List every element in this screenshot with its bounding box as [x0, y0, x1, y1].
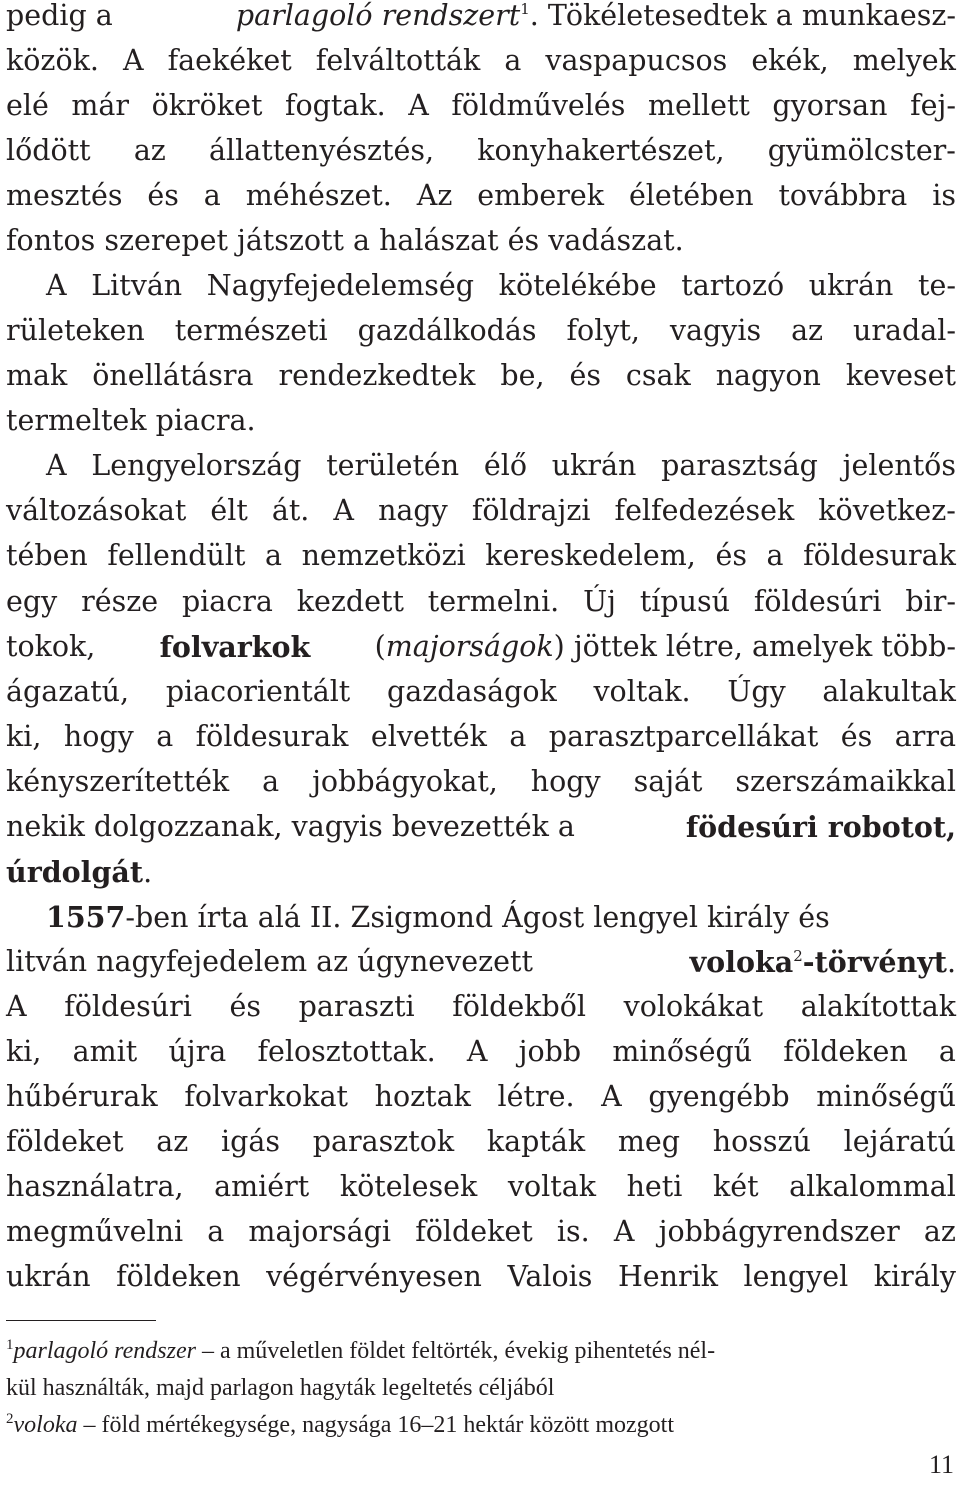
- word: tében: [6, 539, 88, 572]
- bold-term: födesúri robotot,: [685, 810, 956, 844]
- word: A: [333, 494, 355, 527]
- text-line: [46, 900, 956, 934]
- text-line: [6, 2, 956, 31]
- word: lődött: [6, 134, 91, 167]
- word: A: [466, 1035, 488, 1068]
- text-line: [6, 675, 956, 708]
- word: nemzetközi: [301, 539, 466, 572]
- word: saját: [633, 765, 703, 798]
- footnote-term: voloka: [13, 1412, 78, 1438]
- word: kezdett: [296, 585, 404, 618]
- text-line: [46, 269, 956, 302]
- word: nagyon: [715, 359, 821, 392]
- text-run: litván nagyfejedelem az úgynevezett: [6, 945, 533, 978]
- word: lejáratú: [843, 1125, 956, 1158]
- text-line: [6, 359, 956, 392]
- word: szerszámaikkal: [735, 765, 956, 798]
- word: heti: [626, 1170, 683, 1203]
- word: használatra,: [6, 1170, 184, 1203]
- word: ökröket: [151, 89, 263, 122]
- word: parasztság: [661, 449, 818, 482]
- text-run: [46, 900, 830, 934]
- text-line: [6, 630, 956, 664]
- bold-term: úrdolgát: [6, 855, 144, 889]
- text-line: [6, 1215, 956, 1248]
- text-run: nekik dolgozzanak, vagyis bevezették a: [6, 810, 575, 843]
- word: kényszerítették: [6, 765, 230, 798]
- word: a: [265, 539, 282, 572]
- bold-term: voloka: [689, 945, 794, 979]
- word: minőségű: [816, 1080, 956, 1113]
- word: mesztés: [6, 179, 123, 212]
- word: jobb: [518, 1035, 582, 1068]
- text-run: [374, 630, 956, 663]
- word: arra: [894, 720, 956, 753]
- footnote-number: 2: [6, 1411, 14, 1427]
- word: vagyis: [669, 314, 762, 347]
- word: mellett: [647, 89, 750, 122]
- word: amiért: [214, 1170, 310, 1203]
- word: alakultak: [822, 675, 956, 708]
- word: bir-: [905, 585, 956, 618]
- word: meg: [617, 1125, 681, 1158]
- word: földekből: [452, 990, 586, 1023]
- word: át.: [271, 494, 310, 527]
- word: lengyel: [743, 1260, 849, 1293]
- word: végérvényesen: [266, 1260, 482, 1293]
- word: jobbágyrendszer: [658, 1215, 900, 1248]
- text-line: [6, 314, 956, 347]
- word: gyümölcster-: [767, 134, 956, 167]
- word: igás: [221, 1125, 281, 1158]
- word: ki,: [6, 720, 42, 753]
- word: típusú: [639, 585, 730, 618]
- word: gazdaságok: [386, 675, 557, 708]
- footnote-1-continued: kül használták, majd parlagon hagyták legeltetés céljából: [6, 1375, 555, 1401]
- word: Valois: [507, 1260, 593, 1293]
- word: földeken: [783, 1035, 908, 1068]
- word: ekék,: [751, 44, 829, 77]
- word: hogy: [530, 765, 601, 798]
- word: a: [938, 1035, 956, 1068]
- word: faekéket: [167, 44, 292, 77]
- text-run: -ben írta alá II. Zsigmond Ágost lengyel király és: [125, 901, 830, 934]
- word: A: [408, 89, 429, 122]
- italic-term: parlagoló rendszert: [235, 0, 521, 32]
- text-line: [6, 585, 956, 618]
- word: méhészet.: [245, 179, 392, 212]
- word: Úgy: [727, 675, 786, 708]
- text-line: [6, 765, 956, 798]
- word: változásokat: [6, 494, 187, 527]
- text-line: [6, 1170, 956, 1203]
- page-number: 11: [928, 1450, 954, 1479]
- word: Az: [416, 179, 453, 212]
- word: melyek: [852, 44, 956, 77]
- word: Nagyfejedelemség: [206, 269, 475, 302]
- word: keveset: [845, 359, 956, 392]
- word: parasztparcellákat: [548, 720, 819, 753]
- text-line: [6, 89, 956, 122]
- text-run: . Tökéletesedtek a munkaesz-: [529, 0, 956, 32]
- word: piacorientált: [165, 675, 351, 708]
- word: termelni.: [427, 585, 560, 618]
- word: megművelni: [6, 1215, 184, 1248]
- word: A: [46, 269, 67, 302]
- word: a: [504, 44, 522, 77]
- word: Litván: [91, 269, 183, 302]
- word: földesurak: [803, 539, 956, 572]
- word: te-: [918, 269, 956, 302]
- footnote-text: – föld mértékegysége, nagysága 16–21 hektár között mozgott: [83, 1412, 674, 1438]
- word: létre.: [497, 1080, 575, 1113]
- word: és: [715, 539, 747, 572]
- word: az: [156, 1125, 189, 1158]
- text-line: [6, 134, 956, 167]
- text-line: [6, 1080, 956, 1113]
- word: A: [601, 1080, 622, 1113]
- word: ki,: [6, 1035, 42, 1068]
- text-run: .: [143, 856, 153, 889]
- word: is: [932, 179, 956, 212]
- document-page: [6, 0, 960, 1486]
- text-run: pedig a: [6, 0, 113, 32]
- text-line: [6, 494, 956, 527]
- word: kötelékébe: [498, 269, 657, 302]
- word: voltak: [507, 1170, 596, 1203]
- word: Új: [583, 585, 616, 618]
- word: a: [509, 720, 527, 753]
- word: Lengyelország: [91, 449, 302, 482]
- word: rületeken: [6, 314, 145, 347]
- text-run: .: [946, 946, 956, 979]
- text-line: [46, 449, 956, 482]
- word: életében: [628, 179, 754, 212]
- italic-term: majorságok: [385, 630, 554, 663]
- word: földesúri: [753, 585, 882, 618]
- word: fej-: [910, 89, 956, 122]
- text-run: tokok,: [6, 630, 96, 663]
- word: parasztok: [312, 1125, 455, 1158]
- word: hűbérurak: [6, 1080, 158, 1113]
- text-line: termeltek piacra.: [6, 404, 256, 437]
- word: folyt,: [566, 314, 640, 347]
- word: fellendült: [107, 539, 246, 572]
- word: A: [613, 1215, 635, 1248]
- word: földesurak: [195, 720, 349, 753]
- word: mak: [6, 359, 68, 392]
- word: a: [156, 720, 174, 753]
- word: területén: [326, 449, 460, 482]
- word: a: [203, 179, 221, 212]
- word: jelentős: [842, 449, 956, 482]
- word: földeken: [116, 1260, 241, 1293]
- word: csak: [625, 359, 691, 392]
- text-line: [6, 945, 956, 979]
- word: önellátásra: [92, 359, 254, 392]
- footnote-2: [6, 1413, 674, 1437]
- word: és: [840, 720, 873, 753]
- word: közök.: [6, 44, 99, 77]
- word: a: [207, 1215, 225, 1248]
- word: hoztak: [374, 1080, 471, 1113]
- word: voltak.: [593, 675, 691, 708]
- word: uradal-: [853, 314, 956, 347]
- word: konyhakertészet,: [477, 134, 725, 167]
- word: élt: [210, 494, 248, 527]
- word: tartozó: [681, 269, 785, 302]
- text-line: [6, 855, 153, 889]
- text-line: [6, 179, 956, 212]
- word: A: [6, 990, 27, 1023]
- word: elé: [6, 89, 49, 122]
- word: gazdálkodás: [357, 314, 537, 347]
- word: alakítottak: [800, 990, 956, 1023]
- word: továbbra: [778, 179, 908, 212]
- footnote-number: 1: [6, 1337, 14, 1353]
- word: kötelesek: [339, 1170, 478, 1203]
- word: felosztottak.: [257, 1035, 436, 1068]
- word: jobbágyokat,: [312, 765, 498, 798]
- word: kereskedelem,: [485, 539, 696, 572]
- word: természeti: [174, 314, 328, 347]
- word: alkalommal: [789, 1170, 956, 1203]
- word: piacra: [181, 585, 273, 618]
- footnote-ref: 1: [520, 0, 530, 18]
- word: nagy: [378, 494, 448, 527]
- word: földesúri: [64, 990, 192, 1023]
- word: rendezkedtek: [278, 359, 476, 392]
- word: része: [81, 585, 159, 618]
- footnote-text: – a műveletlen földet feltörték, évekig pihentetés nél-: [201, 1338, 716, 1364]
- word: következ-: [818, 494, 956, 527]
- text-line: [6, 1125, 956, 1158]
- word: amit: [72, 1035, 138, 1068]
- word: állattenyésztés,: [209, 134, 434, 167]
- text-line: fontos szerepet játszott a halászat és vadászat.: [6, 224, 684, 257]
- text-line: [6, 44, 956, 77]
- word: fogtak.: [284, 89, 386, 122]
- word: az: [791, 314, 824, 347]
- footnote-term: parlagoló rendszer: [13, 1338, 196, 1364]
- bold-year: 1557: [46, 900, 126, 934]
- word: majorsági: [248, 1215, 392, 1248]
- word: paraszti: [298, 990, 415, 1023]
- bold-term: folvarkok: [159, 630, 311, 664]
- word: hosszú: [712, 1125, 811, 1158]
- text-line: [6, 720, 956, 753]
- word: egy: [6, 585, 58, 618]
- word: földeket: [415, 1215, 533, 1248]
- word: volokákat: [623, 990, 764, 1023]
- word: földeket: [6, 1125, 124, 1158]
- word: király: [873, 1260, 956, 1293]
- text-line: [6, 1035, 956, 1068]
- word: újra: [168, 1035, 227, 1068]
- word: az: [133, 134, 166, 167]
- word: be,: [500, 359, 545, 392]
- word: földművelés: [451, 89, 626, 122]
- word: gyengébb: [648, 1080, 790, 1113]
- word: a: [262, 765, 280, 798]
- word: és: [147, 179, 179, 212]
- word: már: [71, 89, 130, 122]
- word: felváltották: [315, 44, 481, 77]
- word: minőségű: [612, 1035, 753, 1068]
- footnote-1: [6, 1339, 715, 1363]
- text-run: [236, 2, 956, 31]
- word: felfedezések: [614, 494, 795, 527]
- word: emberek: [477, 179, 605, 212]
- word: a: [766, 539, 784, 572]
- word: ukrán: [6, 1260, 91, 1293]
- word: A: [46, 449, 67, 482]
- text-line: [6, 810, 956, 844]
- word: elvették: [370, 720, 487, 753]
- word: ukrán: [808, 269, 894, 302]
- footnote-ref: 2: [793, 947, 803, 965]
- word: folvarkokat: [184, 1080, 349, 1113]
- text-line: [6, 1260, 956, 1293]
- word: élő: [483, 449, 528, 482]
- word: és: [569, 359, 601, 392]
- text-line: [6, 539, 956, 572]
- word: hogy: [63, 720, 134, 753]
- footnote-divider: [6, 1320, 156, 1321]
- word: az: [923, 1215, 956, 1248]
- word: Henrik: [617, 1260, 719, 1293]
- word: földrajzi: [471, 494, 591, 527]
- text-line: [6, 990, 956, 1023]
- text-run: ) jöttek létre, amelyek több-: [553, 630, 956, 663]
- word: kapták: [486, 1125, 586, 1158]
- text-run: [689, 945, 956, 979]
- bold-term: -törvényt: [802, 945, 947, 979]
- word: és: [229, 990, 261, 1023]
- word: A: [122, 44, 144, 77]
- word: két: [712, 1170, 759, 1203]
- word: is.: [556, 1215, 590, 1248]
- word: ágazatú,: [6, 675, 130, 708]
- word: vaspapucsos: [545, 44, 728, 77]
- word: ukrán: [551, 449, 637, 482]
- word: gyorsan: [772, 89, 888, 122]
- paren-open: (: [374, 630, 386, 663]
